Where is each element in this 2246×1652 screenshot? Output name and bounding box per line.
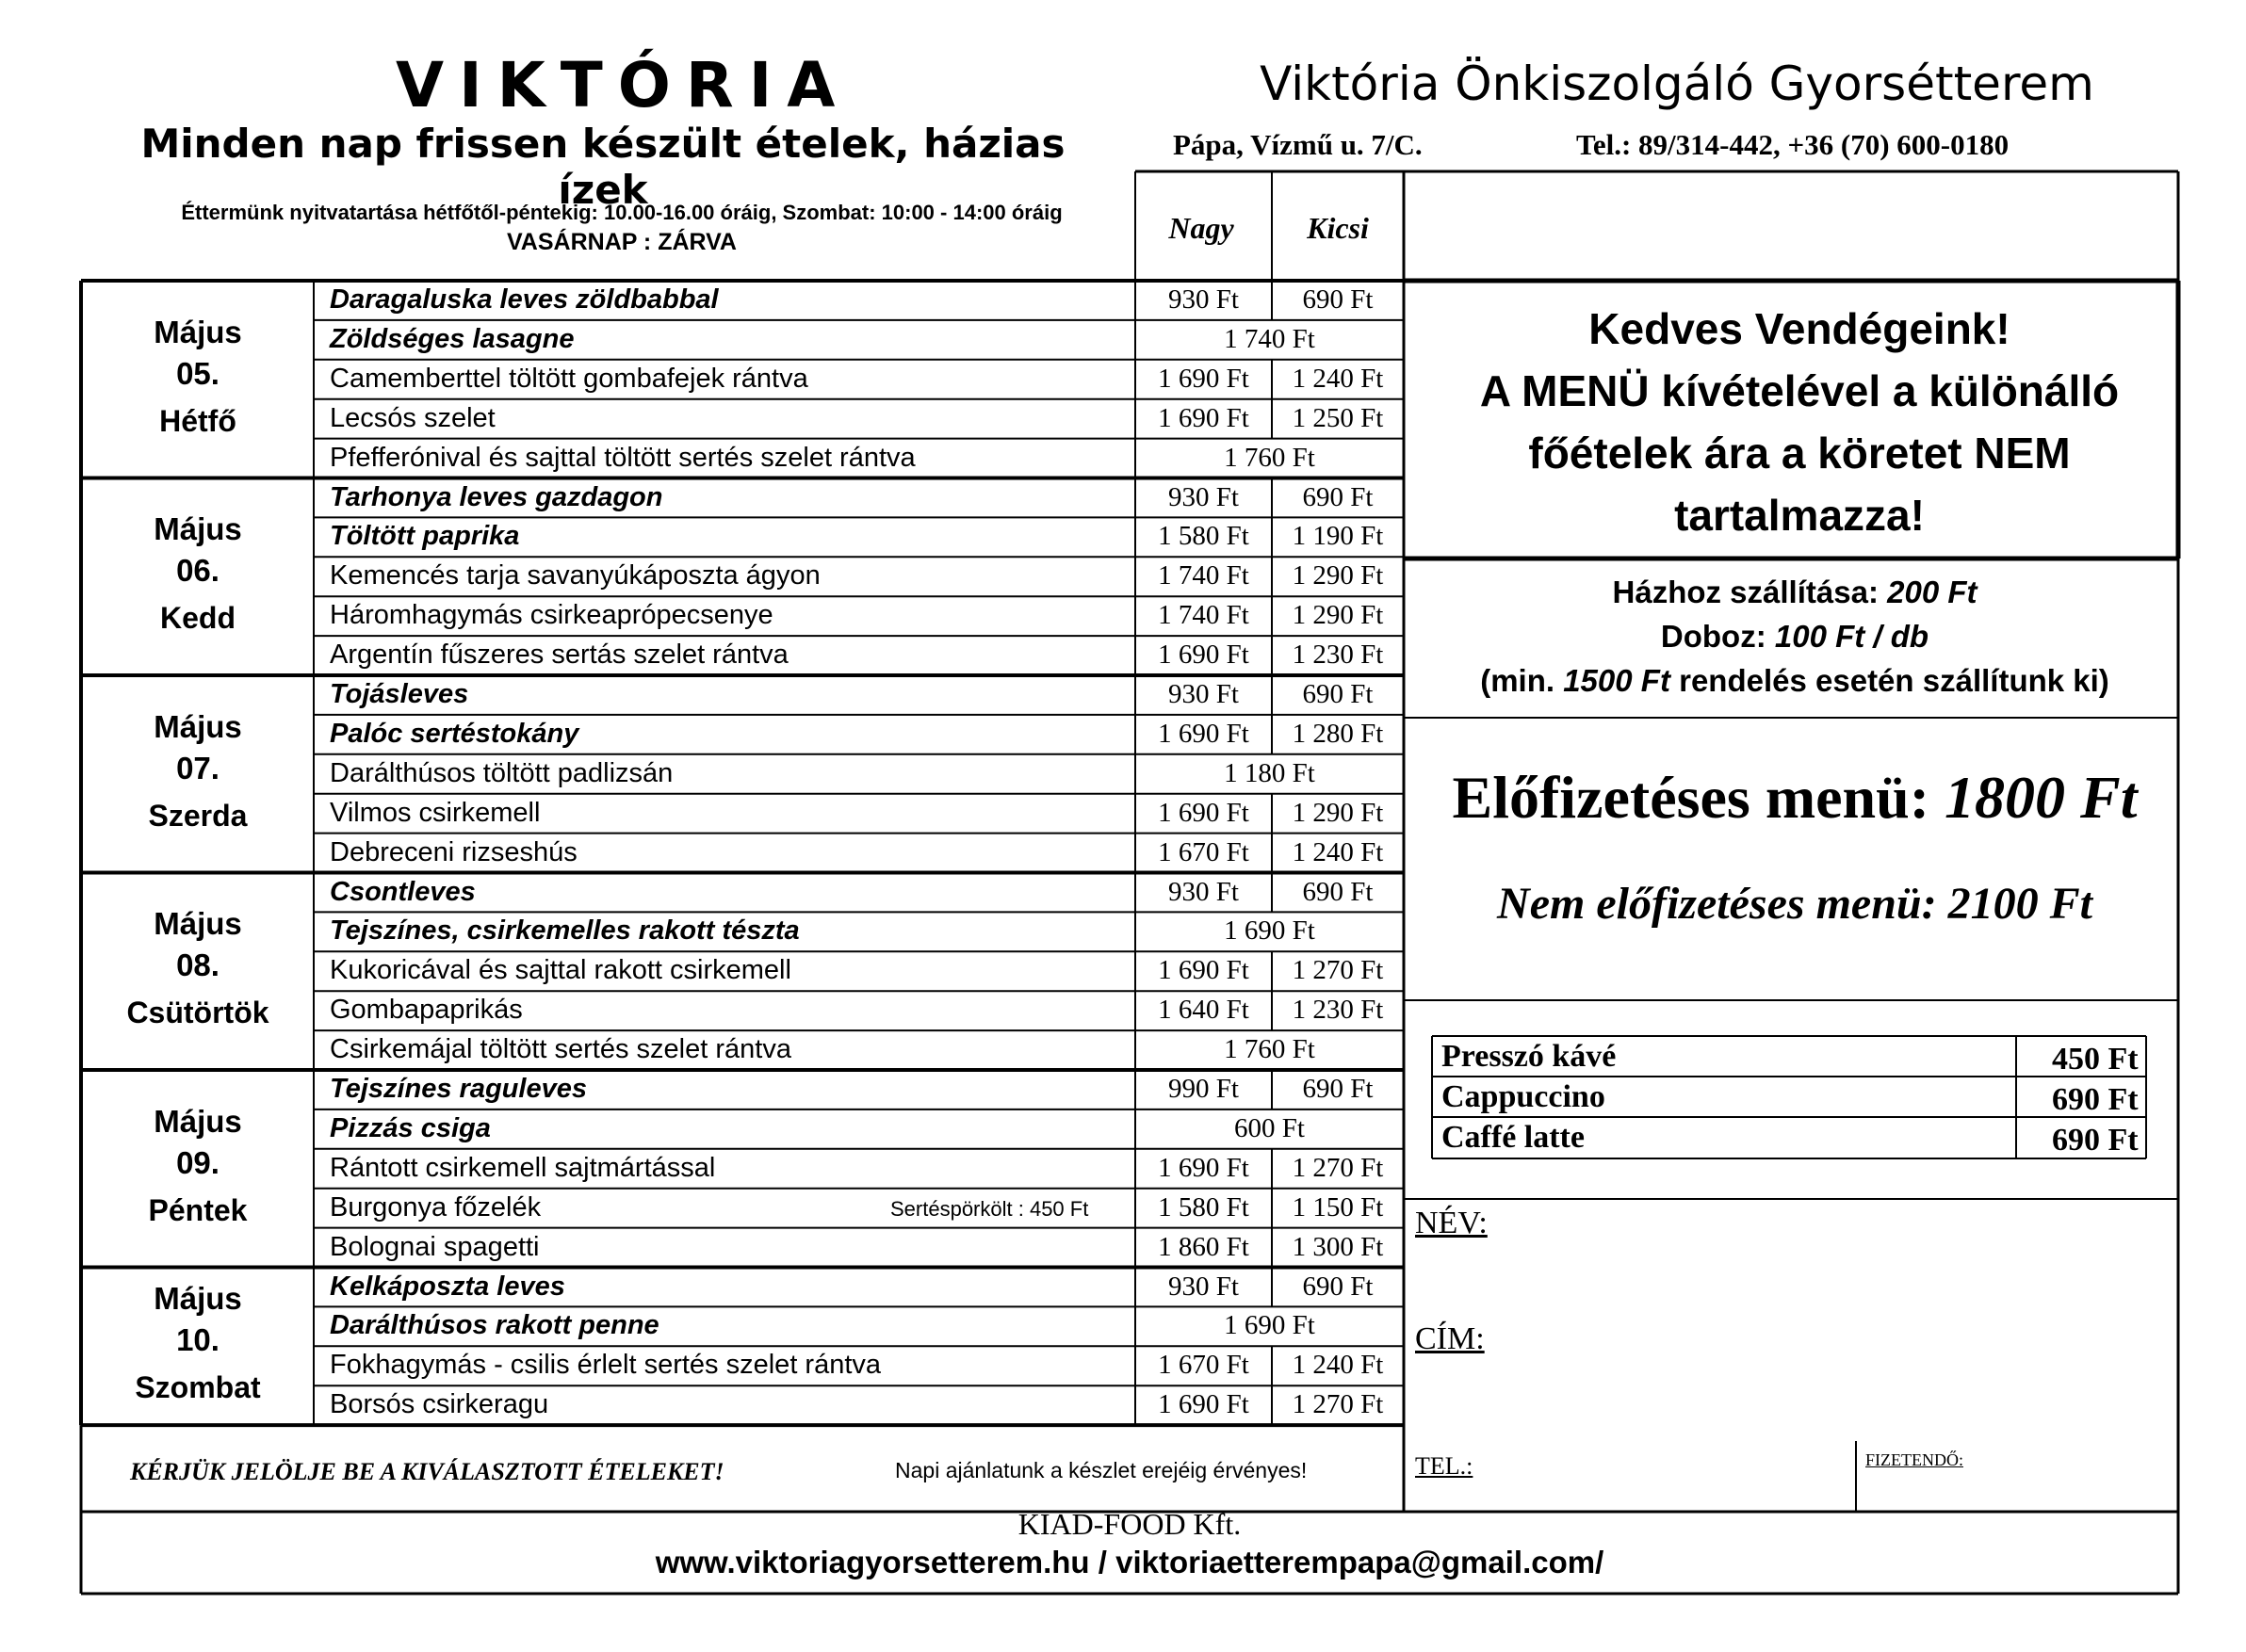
drink-name: Caffé latte xyxy=(1441,1120,1585,1155)
menu-item-price-large[interactable]: 1 690 Ft xyxy=(1158,363,1249,394)
menu-item-name[interactable]: Vilmos csirkemell xyxy=(330,797,541,828)
menu-item-price-small[interactable]: 1 240 Ft xyxy=(1292,1350,1384,1381)
menu-item-price-small[interactable]: 690 Ft xyxy=(1302,284,1374,315)
menu-item-price-large[interactable]: 1 740 Ft xyxy=(1158,600,1249,631)
menu-item-price-large[interactable]: 930 Ft xyxy=(1168,679,1239,709)
menu-item-price-large[interactable]: 1 670 Ft xyxy=(1158,1350,1249,1381)
notice-box xyxy=(1413,298,2186,546)
menu-item-name[interactable]: Bolognai spagetti xyxy=(330,1231,540,1262)
menu-item-name[interactable]: Tojásleves xyxy=(330,679,469,709)
menu-item-name[interactable]: Csirkemájal töltött sertés szelet rántva xyxy=(330,1034,791,1065)
column-header-small: Kicsi xyxy=(1307,211,1369,245)
menu-item-price[interactable]: 1 760 Ft xyxy=(1224,1034,1315,1065)
menu-item-price-small[interactable]: 1 300 Ft xyxy=(1292,1231,1384,1262)
day-label xyxy=(81,706,315,836)
menu-item-price-large[interactable]: 1 860 Ft xyxy=(1158,1231,1249,1262)
minimum-order: (min. 1500 Ft rendelés esetén szállítunk ki) xyxy=(1480,663,2109,698)
menu-item-price-large[interactable]: 990 Ft xyxy=(1168,1074,1239,1104)
subscription-menu-price: Előfizetéses menü: 1800 Ft xyxy=(1452,764,2138,831)
day-month: Május xyxy=(154,1103,242,1139)
menu-item-price-small[interactable]: 1 270 Ft xyxy=(1292,1389,1384,1420)
menu-item-price-large[interactable]: 1 670 Ft xyxy=(1158,836,1249,867)
menu-item-name[interactable]: Rántott csirkemell sajtmártással xyxy=(330,1152,716,1183)
selection-instruction: KÉRJÜK JELÖLJE BE A KIVÁLASZTOTT ÉTELEKET! xyxy=(130,1458,724,1485)
menu-item-name[interactable]: Darálthúsos rakott penne xyxy=(330,1310,659,1341)
menu-item-price-large[interactable]: 1 690 Ft xyxy=(1158,1389,1249,1420)
menu-item-price-small[interactable]: 1 280 Ft xyxy=(1292,718,1384,749)
address-field-label: CÍM: xyxy=(1415,1321,1485,1356)
day-date: 05. xyxy=(176,355,220,391)
day-date: 08. xyxy=(176,947,220,983)
menu-item-name[interactable]: Camemberttel töltött gombafejek rántva xyxy=(330,363,808,394)
menu-item-price[interactable]: 600 Ft xyxy=(1234,1112,1305,1143)
menu-item-name[interactable]: Kemencés tarja savanyúkáposzta ágyon xyxy=(330,560,821,591)
menu-item-price[interactable]: 1 760 Ft xyxy=(1224,442,1315,473)
notice-line: Kedves Vendégeink! xyxy=(1588,304,2010,353)
restaurant-title: VIKTÓRIA xyxy=(396,49,851,121)
menu-item-price[interactable]: 1 180 Ft xyxy=(1224,757,1315,788)
menu-item-name[interactable]: Borsós csirkeragu xyxy=(330,1389,549,1420)
menu-item-name[interactable]: Palóc sertéstokány xyxy=(330,718,579,749)
amount-due-label: FIZETENDŐ: xyxy=(1865,1450,1963,1469)
menu-item-name[interactable]: Csontleves xyxy=(330,876,476,907)
menu-item-price-small[interactable]: 690 Ft xyxy=(1302,876,1374,907)
day-weekday: Szerda xyxy=(148,798,248,833)
opening-hours: Éttermünk nyitvatartása hétfőtől-péntekig: 10.00-16.00 óráig, Szombat: 10:00 - 14:00 óráig xyxy=(181,201,1063,224)
menu-item-price-small[interactable]: 690 Ft xyxy=(1302,1074,1374,1104)
menu-item-price-small[interactable]: 1 150 Ft xyxy=(1292,1191,1384,1223)
menu-item-price[interactable]: 1 740 Ft xyxy=(1224,323,1315,354)
notice-line: főételek ára a köretet NEM xyxy=(1528,429,2071,478)
menu-item-price-small[interactable]: 690 Ft xyxy=(1302,679,1374,709)
menu-item-name[interactable]: Tejszínes raguleves xyxy=(330,1074,587,1104)
day-weekday: Péntek xyxy=(148,1192,248,1227)
menu-item-name[interactable]: Töltött paprika xyxy=(330,521,520,552)
day-weekday: Szombat xyxy=(135,1370,261,1405)
menu-item-price-small[interactable]: 690 Ft xyxy=(1302,1271,1374,1302)
menu-item-name[interactable]: Kukoricával és sajttal rakott csirkemell xyxy=(330,955,791,986)
day-date: 09. xyxy=(176,1144,220,1180)
menu-item-name[interactable]: Pfefferónival és sajttal töltött sertés szelet rántva xyxy=(330,442,916,473)
restaurant-full-name: Viktória Önkiszolgáló Gyorsétterem xyxy=(1260,57,2094,111)
menu-item-name[interactable]: Tejszínes, csirkemelles rakott tészta xyxy=(330,915,800,947)
non-subscription-menu-price: Nem előfizetéses menü: 2100 Ft xyxy=(1497,879,2092,929)
company-name: KIAD-FOOD Kft. xyxy=(1017,1507,1242,1541)
day-label xyxy=(81,1101,315,1231)
menu-item-price-small[interactable]: 1 230 Ft xyxy=(1292,640,1384,671)
menu-item-price-large[interactable]: 1 690 Ft xyxy=(1158,640,1249,671)
day-month: Május xyxy=(154,511,242,547)
menu-item-price[interactable]: 1 690 Ft xyxy=(1224,1310,1315,1341)
menu-item-name[interactable]: Darálthúsos töltött padlizsán xyxy=(330,757,674,788)
drink-price: 690 Ft xyxy=(2052,1082,2139,1117)
notice-line: tartalmazza! xyxy=(1674,491,1925,540)
menu-item-name[interactable]: Gombapaprikás xyxy=(330,995,523,1026)
menu-item-price-large[interactable]: 930 Ft xyxy=(1168,1271,1239,1302)
menu-item-price-small[interactable]: 1 290 Ft xyxy=(1292,560,1384,591)
menu-item-price-large[interactable]: 1 580 Ft xyxy=(1158,1191,1249,1223)
menu-item-price-small[interactable]: 690 Ft xyxy=(1302,481,1374,512)
menu-item-price-small[interactable]: 1 270 Ft xyxy=(1292,1152,1384,1183)
slogan: Minden nap frissen készült ételek, házias ízek xyxy=(140,121,1066,213)
menu-item-price-small[interactable]: 1 240 Ft xyxy=(1292,836,1384,867)
menu-item-price-large[interactable]: 930 Ft xyxy=(1168,284,1239,315)
drink-price: 450 Ft xyxy=(2052,1042,2139,1077)
drink-name: Presszó kávé xyxy=(1441,1039,1617,1074)
name-field-label: NÉV: xyxy=(1415,1206,1488,1240)
menu-item-price-small[interactable]: 1 290 Ft xyxy=(1292,797,1384,828)
day-month: Május xyxy=(154,314,242,349)
day-label xyxy=(81,1278,315,1408)
menu-item-name[interactable]: Burgonya főzelék xyxy=(330,1191,542,1223)
menu-item-name[interactable]: Zöldséges lasagne xyxy=(330,323,575,354)
menu-item-price-large[interactable]: 1 690 Ft xyxy=(1158,955,1249,986)
day-date: 06. xyxy=(176,553,220,589)
menu-item-price-large[interactable]: 1 740 Ft xyxy=(1158,560,1249,591)
menu-item-price-large[interactable]: 1 690 Ft xyxy=(1158,718,1249,749)
website-email: www.viktoriagyorsetterem.hu / viktoriaetterempapa@gmail.com/ xyxy=(655,1545,1604,1579)
day-label xyxy=(81,509,315,639)
menu-item-price-large[interactable]: 1 690 Ft xyxy=(1158,1152,1249,1183)
menu-item-price-small[interactable]: 1 240 Ft xyxy=(1292,363,1384,394)
day-date: 10. xyxy=(176,1322,220,1358)
availability-note: Napi ajánlatunk a készlet erejéig érvényes! xyxy=(895,1458,1308,1482)
menu-item-name[interactable]: Háromhagymás csirkeaprópecsenye xyxy=(330,600,773,631)
menu-item-name[interactable]: Kelkáposzta leves xyxy=(330,1271,565,1302)
day-month: Május xyxy=(154,906,242,942)
menu-item-price-large[interactable]: 1 640 Ft xyxy=(1158,995,1249,1026)
column-header-large: Nagy xyxy=(1168,211,1234,245)
menu-item-price-large[interactable]: 1 690 Ft xyxy=(1158,797,1249,828)
box-fee: Doboz: 100 Ft / db xyxy=(1660,619,1929,654)
day-label xyxy=(81,903,315,1033)
menu-item-price-large[interactable]: 930 Ft xyxy=(1168,876,1239,907)
menu-item-name[interactable]: Pizzás csiga xyxy=(330,1112,491,1143)
side-dish-note: Sertéspörkölt : 450 Ft xyxy=(890,1196,1089,1221)
menu-item-name[interactable]: Daragaluska leves zöldbabbal xyxy=(330,284,719,315)
address: Pápa, Vízmű u. 7/C. xyxy=(1173,128,1423,161)
menu-item-name[interactable]: Lecsós szelet xyxy=(330,402,496,433)
phone-field-label: TEL.: xyxy=(1415,1452,1473,1480)
day-weekday: Hétfő xyxy=(159,403,236,438)
menu-item-price-small[interactable]: 1 270 Ft xyxy=(1292,955,1384,986)
drink-price: 690 Ft xyxy=(2052,1123,2139,1158)
menu-item-price-small[interactable]: 1 250 Ft xyxy=(1292,402,1384,433)
menu-item-name[interactable]: Argentín fűszeres sertás szelet rántva xyxy=(330,640,789,671)
day-label xyxy=(81,312,315,442)
day-weekday: Kedd xyxy=(160,601,236,636)
phone: Tel.: 89/314-442, +36 (70) 600-0180 xyxy=(1576,128,2010,161)
menu-item-name[interactable]: Debreceni rizseshús xyxy=(330,836,578,867)
menu-item-price[interactable]: 1 690 Ft xyxy=(1224,915,1315,947)
menu-item-price-large[interactable]: 1 580 Ft xyxy=(1158,521,1249,552)
menu-item-price-large[interactable]: 930 Ft xyxy=(1168,481,1239,512)
day-month: Május xyxy=(154,708,242,744)
menu-item-price-small[interactable]: 1 230 Ft xyxy=(1292,995,1384,1026)
menu-item-name[interactable]: Fokhagymás - csilis érlelt sertés szelet rántva xyxy=(330,1350,882,1381)
sunday-closed: VASÁRNAP : ZÁRVA xyxy=(506,229,737,255)
menu-item-price-large[interactable]: 1 690 Ft xyxy=(1158,402,1249,433)
day-month: Május xyxy=(154,1281,242,1317)
drink-name: Cappuccino xyxy=(1441,1079,1605,1114)
day-date: 07. xyxy=(176,750,220,786)
notice-line: A MENÜ kívételével a különálló xyxy=(1479,366,2120,415)
menu-item-price-small[interactable]: 1 190 Ft xyxy=(1292,521,1384,552)
menu-item-price-small[interactable]: 1 290 Ft xyxy=(1292,600,1384,631)
menu-item-name[interactable]: Tarhonya leves gazdagon xyxy=(330,481,663,512)
shipping-fee: Házhoz szállítása: 200 Ft xyxy=(1612,575,1977,609)
day-weekday: Csütörtök xyxy=(126,996,269,1030)
